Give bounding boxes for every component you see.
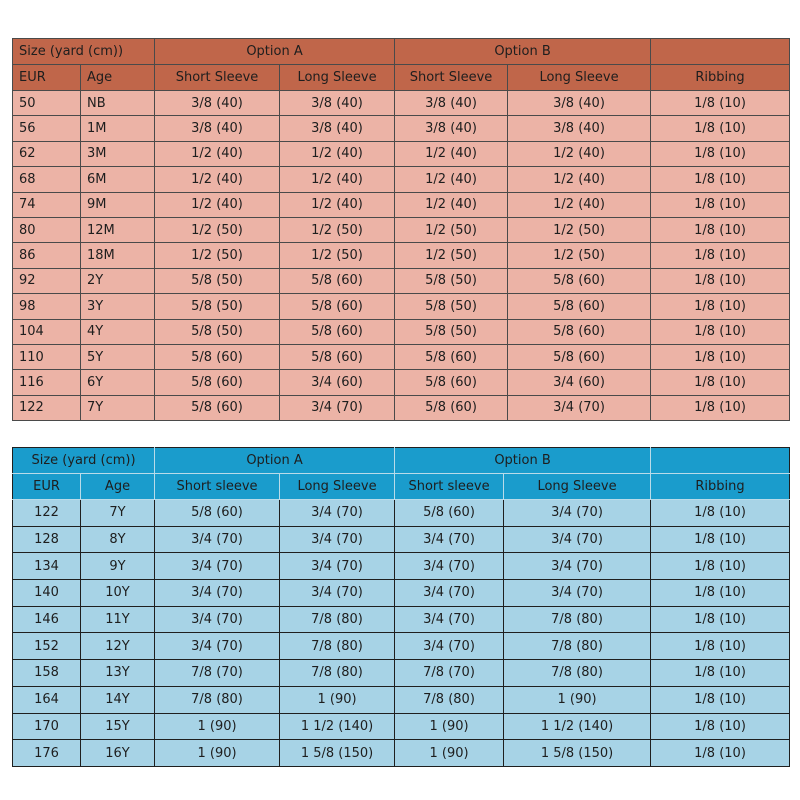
table-row (13, 395, 790, 420)
cell-b-short-sleeve: 5/8 (50) (395, 268, 508, 293)
cell-b-short-sleeve: 5/8 (60) (395, 370, 508, 395)
header-a-long-sleeve: Long Sleeve (280, 65, 395, 91)
cell-age: 18M (81, 243, 155, 268)
table-row (13, 740, 790, 767)
table-row (13, 243, 790, 268)
cell-b-long-sleeve: 1/2 (40) (508, 167, 651, 192)
cell-eur: 122 (13, 500, 81, 527)
header-a-short-sleeve: Short Sleeve (155, 65, 280, 91)
cell-b-short-sleeve: 5/8 (50) (395, 294, 508, 319)
cell-a-long-sleeve: 7/8 (80) (280, 606, 395, 633)
cell-b-short-sleeve: 1/2 (40) (395, 167, 508, 192)
cell-b-long-sleeve: 1/2 (40) (508, 141, 651, 166)
cell-eur: 110 (13, 344, 81, 369)
header-ribbing: Ribbing (651, 474, 790, 500)
cell-ribbing: 1/8 (10) (651, 243, 790, 268)
cell-a-long-sleeve: 1/2 (50) (280, 217, 395, 242)
table-row (13, 268, 790, 293)
table-row (13, 500, 790, 527)
cell-a-short-sleeve: 5/8 (60) (155, 344, 280, 369)
cell-a-long-sleeve: 3/4 (70) (280, 500, 395, 527)
cell-a-short-sleeve: 1/2 (40) (155, 141, 280, 166)
cell-eur: 74 (13, 192, 81, 217)
table-row (13, 370, 790, 395)
header-row-columns (13, 65, 790, 91)
cell-b-long-sleeve: 3/4 (70) (504, 500, 651, 527)
header-option-b: Option B (395, 448, 651, 474)
cell-b-short-sleeve: 3/4 (70) (395, 606, 504, 633)
cell-a-short-sleeve: 3/4 (70) (155, 553, 280, 580)
header-row-top (13, 448, 790, 474)
cell-b-long-sleeve: 5/8 (60) (508, 294, 651, 319)
cell-ribbing: 1/8 (10) (651, 319, 790, 344)
cell-b-long-sleeve: 7/8 (80) (504, 606, 651, 633)
cell-b-long-sleeve: 3/8 (40) (508, 116, 651, 141)
cell-a-short-sleeve: 3/4 (70) (155, 606, 280, 633)
cell-eur: 116 (13, 370, 81, 395)
header-eur: EUR (13, 474, 81, 500)
cell-b-short-sleeve: 7/8 (70) (395, 660, 504, 687)
cell-b-long-sleeve: 3/4 (70) (504, 526, 651, 553)
cell-a-short-sleeve: 7/8 (70) (155, 660, 280, 687)
cell-ribbing: 1/8 (10) (651, 268, 790, 293)
cell-b-short-sleeve: 3/4 (70) (395, 553, 504, 580)
table-row (13, 686, 790, 713)
header-a-short-sleeve: Short sleeve (155, 474, 280, 500)
cell-eur: 134 (13, 553, 81, 580)
table-row (13, 294, 790, 319)
cell-b-short-sleeve: 1 (90) (395, 713, 504, 740)
cell-a-short-sleeve: 5/8 (50) (155, 294, 280, 319)
header-b-long-sleeve: Long Sleeve (508, 65, 651, 91)
cell-a-short-sleeve: 1 (90) (155, 740, 280, 767)
header-b-short-sleeve: Short sleeve (395, 474, 504, 500)
cell-b-short-sleeve: 5/8 (60) (395, 395, 508, 420)
cell-a-short-sleeve: 3/4 (70) (155, 526, 280, 553)
header-a-long-sleeve: Long Sleeve (280, 474, 395, 500)
cell-eur: 86 (13, 243, 81, 268)
cell-age: 12M (81, 217, 155, 242)
cell-ribbing: 1/8 (10) (651, 395, 790, 420)
cell-b-short-sleeve: 3/8 (40) (395, 116, 508, 141)
cell-b-short-sleeve: 5/8 (60) (395, 344, 508, 369)
cell-b-short-sleeve: 3/8 (40) (395, 91, 508, 116)
cell-age: 5Y (81, 344, 155, 369)
cell-a-long-sleeve: 3/8 (40) (280, 91, 395, 116)
header-option-a: Option A (155, 39, 395, 65)
cell-b-long-sleeve: 5/8 (60) (508, 268, 651, 293)
cell-ribbing: 1/8 (10) (651, 116, 790, 141)
cell-age: 2Y (81, 268, 155, 293)
cell-b-long-sleeve: 1 5/8 (150) (504, 740, 651, 767)
header-row-columns (13, 474, 790, 500)
cell-ribbing: 1/8 (10) (651, 580, 790, 607)
cell-eur: 80 (13, 217, 81, 242)
header-option-b: Option B (395, 39, 651, 65)
cell-ribbing: 1/8 (10) (651, 633, 790, 660)
header-blank (651, 39, 790, 65)
table-row (13, 660, 790, 687)
cell-a-short-sleeve: 5/8 (50) (155, 268, 280, 293)
cell-eur: 92 (13, 268, 81, 293)
cell-a-long-sleeve: 7/8 (80) (280, 660, 395, 687)
cell-ribbing: 1/8 (10) (651, 91, 790, 116)
cell-ribbing: 1/8 (10) (651, 192, 790, 217)
cell-b-short-sleeve: 1/2 (50) (395, 243, 508, 268)
header-b-short-sleeve: Short Sleeve (395, 65, 508, 91)
cell-b-long-sleeve: 7/8 (80) (504, 660, 651, 687)
cell-eur: 98 (13, 294, 81, 319)
cell-a-long-sleeve: 1 1/2 (140) (280, 713, 395, 740)
cell-a-short-sleeve: 5/8 (60) (155, 370, 280, 395)
cell-eur: 152 (13, 633, 81, 660)
cell-b-long-sleeve: 3/4 (60) (508, 370, 651, 395)
cell-ribbing: 1/8 (10) (651, 141, 790, 166)
cell-b-long-sleeve: 3/4 (70) (508, 395, 651, 420)
cell-b-long-sleeve: 5/8 (60) (508, 319, 651, 344)
cell-ribbing: 1/8 (10) (651, 344, 790, 369)
cell-age: 9M (81, 192, 155, 217)
cell-a-long-sleeve: 5/8 (60) (280, 319, 395, 344)
header-age: Age (81, 474, 155, 500)
cell-b-short-sleeve: 5/8 (50) (395, 319, 508, 344)
cell-b-short-sleeve: 1/2 (40) (395, 141, 508, 166)
table-row (13, 217, 790, 242)
cell-age: 13Y (81, 660, 155, 687)
cell-b-short-sleeve: 1/2 (40) (395, 192, 508, 217)
cell-ribbing: 1/8 (10) (651, 370, 790, 395)
cell-eur: 128 (13, 526, 81, 553)
cell-eur: 50 (13, 91, 81, 116)
cell-ribbing: 1/8 (10) (651, 660, 790, 687)
cell-eur: 122 (13, 395, 81, 420)
cell-eur: 146 (13, 606, 81, 633)
cell-age: 10Y (81, 580, 155, 607)
cell-eur: 140 (13, 580, 81, 607)
cell-ribbing: 1/8 (10) (651, 553, 790, 580)
cell-age: 1M (81, 116, 155, 141)
cell-b-long-sleeve: 1 (90) (504, 686, 651, 713)
header-blank (651, 448, 790, 474)
header-b-long-sleeve: Long Sleeve (504, 474, 651, 500)
cell-ribbing: 1/8 (10) (651, 167, 790, 192)
cell-age: 15Y (81, 713, 155, 740)
table-row (13, 141, 790, 166)
cell-ribbing: 1/8 (10) (651, 606, 790, 633)
table-row (13, 167, 790, 192)
header-option-a: Option A (155, 448, 395, 474)
cell-b-long-sleeve: 1/2 (50) (508, 217, 651, 242)
cell-ribbing: 1/8 (10) (651, 217, 790, 242)
cell-b-short-sleeve: 3/4 (70) (395, 580, 504, 607)
cell-b-long-sleeve: 1 1/2 (140) (504, 713, 651, 740)
cell-a-long-sleeve: 1/2 (40) (280, 192, 395, 217)
table-row (13, 606, 790, 633)
cell-ribbing: 1/8 (10) (651, 713, 790, 740)
cell-b-long-sleeve: 5/8 (60) (508, 344, 651, 369)
cell-a-long-sleeve: 1/2 (40) (280, 141, 395, 166)
header-age: Age (81, 65, 155, 91)
cell-ribbing: 1/8 (10) (651, 294, 790, 319)
cell-a-long-sleeve: 3/4 (60) (280, 370, 395, 395)
cell-age: 6M (81, 167, 155, 192)
cell-a-long-sleeve: 1/2 (40) (280, 167, 395, 192)
table-row (13, 344, 790, 369)
cell-a-long-sleeve: 5/8 (60) (280, 344, 395, 369)
cell-eur: 158 (13, 660, 81, 687)
cell-age: 6Y (81, 370, 155, 395)
cell-a-long-sleeve: 5/8 (60) (280, 294, 395, 319)
cell-eur: 62 (13, 141, 81, 166)
cell-a-long-sleeve: 7/8 (80) (280, 633, 395, 660)
cell-ribbing: 1/8 (10) (651, 500, 790, 527)
cell-eur: 68 (13, 167, 81, 192)
cell-age: 4Y (81, 319, 155, 344)
cell-a-short-sleeve: 1/2 (50) (155, 217, 280, 242)
header-row-top (13, 39, 790, 65)
table-row (13, 633, 790, 660)
cell-b-long-sleeve: 3/8 (40) (508, 91, 651, 116)
header-ribbing: Ribbing (651, 65, 790, 91)
cell-a-short-sleeve: 3/8 (40) (155, 116, 280, 141)
table-row (13, 319, 790, 344)
cell-b-short-sleeve: 1/2 (50) (395, 217, 508, 242)
cell-a-short-sleeve: 3/4 (70) (155, 633, 280, 660)
cell-a-short-sleeve: 5/8 (60) (155, 500, 280, 527)
table-row (13, 713, 790, 740)
cell-age: 8Y (81, 526, 155, 553)
header-size-unit: Size (yard (cm)) (13, 448, 155, 474)
cell-age: 3Y (81, 294, 155, 319)
cell-a-long-sleeve: 3/8 (40) (280, 116, 395, 141)
table-row (13, 91, 790, 116)
cell-b-short-sleeve: 3/4 (70) (395, 526, 504, 553)
cell-age: 9Y (81, 553, 155, 580)
cell-age: 16Y (81, 740, 155, 767)
cell-b-long-sleeve: 7/8 (80) (504, 633, 651, 660)
size-table-blue (12, 447, 790, 767)
table-row (13, 192, 790, 217)
cell-b-long-sleeve: 1/2 (40) (508, 192, 651, 217)
header-size-unit: Size (yard (cm)) (13, 39, 155, 65)
cell-a-long-sleeve: 3/4 (70) (280, 580, 395, 607)
cell-a-short-sleeve: 5/8 (50) (155, 319, 280, 344)
cell-ribbing: 1/8 (10) (651, 740, 790, 767)
cell-a-short-sleeve: 7/8 (80) (155, 686, 280, 713)
cell-a-short-sleeve: 1/2 (40) (155, 167, 280, 192)
cell-age: NB (81, 91, 155, 116)
cell-age: 7Y (81, 500, 155, 527)
cell-eur: 176 (13, 740, 81, 767)
cell-ribbing: 1/8 (10) (651, 526, 790, 553)
cell-b-short-sleeve: 3/4 (70) (395, 633, 504, 660)
cell-b-short-sleeve: 1 (90) (395, 740, 504, 767)
cell-a-long-sleeve: 1 5/8 (150) (280, 740, 395, 767)
table-row (13, 553, 790, 580)
cell-a-long-sleeve: 1/2 (50) (280, 243, 395, 268)
cell-age: 14Y (81, 686, 155, 713)
cell-age: 11Y (81, 606, 155, 633)
header-eur: EUR (13, 65, 81, 91)
cell-a-long-sleeve: 3/4 (70) (280, 526, 395, 553)
cell-eur: 170 (13, 713, 81, 740)
size-table-orange (12, 38, 790, 421)
cell-age: 3M (81, 141, 155, 166)
cell-a-short-sleeve: 3/8 (40) (155, 91, 280, 116)
cell-a-long-sleeve: 5/8 (60) (280, 268, 395, 293)
cell-b-short-sleeve: 5/8 (60) (395, 500, 504, 527)
cell-ribbing: 1/8 (10) (651, 686, 790, 713)
table-row (13, 526, 790, 553)
table-row (13, 580, 790, 607)
cell-age: 12Y (81, 633, 155, 660)
cell-a-long-sleeve: 3/4 (70) (280, 395, 395, 420)
cell-a-short-sleeve: 5/8 (60) (155, 395, 280, 420)
cell-a-long-sleeve: 1 (90) (280, 686, 395, 713)
cell-a-short-sleeve: 3/4 (70) (155, 580, 280, 607)
cell-a-long-sleeve: 3/4 (70) (280, 553, 395, 580)
cell-eur: 56 (13, 116, 81, 141)
cell-b-long-sleeve: 3/4 (70) (504, 580, 651, 607)
cell-b-short-sleeve: 7/8 (80) (395, 686, 504, 713)
cell-b-long-sleeve: 3/4 (70) (504, 553, 651, 580)
cell-a-short-sleeve: 1/2 (50) (155, 243, 280, 268)
table-row (13, 116, 790, 141)
cell-age: 7Y (81, 395, 155, 420)
cell-b-long-sleeve: 1/2 (50) (508, 243, 651, 268)
cell-a-short-sleeve: 1 (90) (155, 713, 280, 740)
cell-a-short-sleeve: 1/2 (40) (155, 192, 280, 217)
cell-eur: 164 (13, 686, 81, 713)
cell-eur: 104 (13, 319, 81, 344)
